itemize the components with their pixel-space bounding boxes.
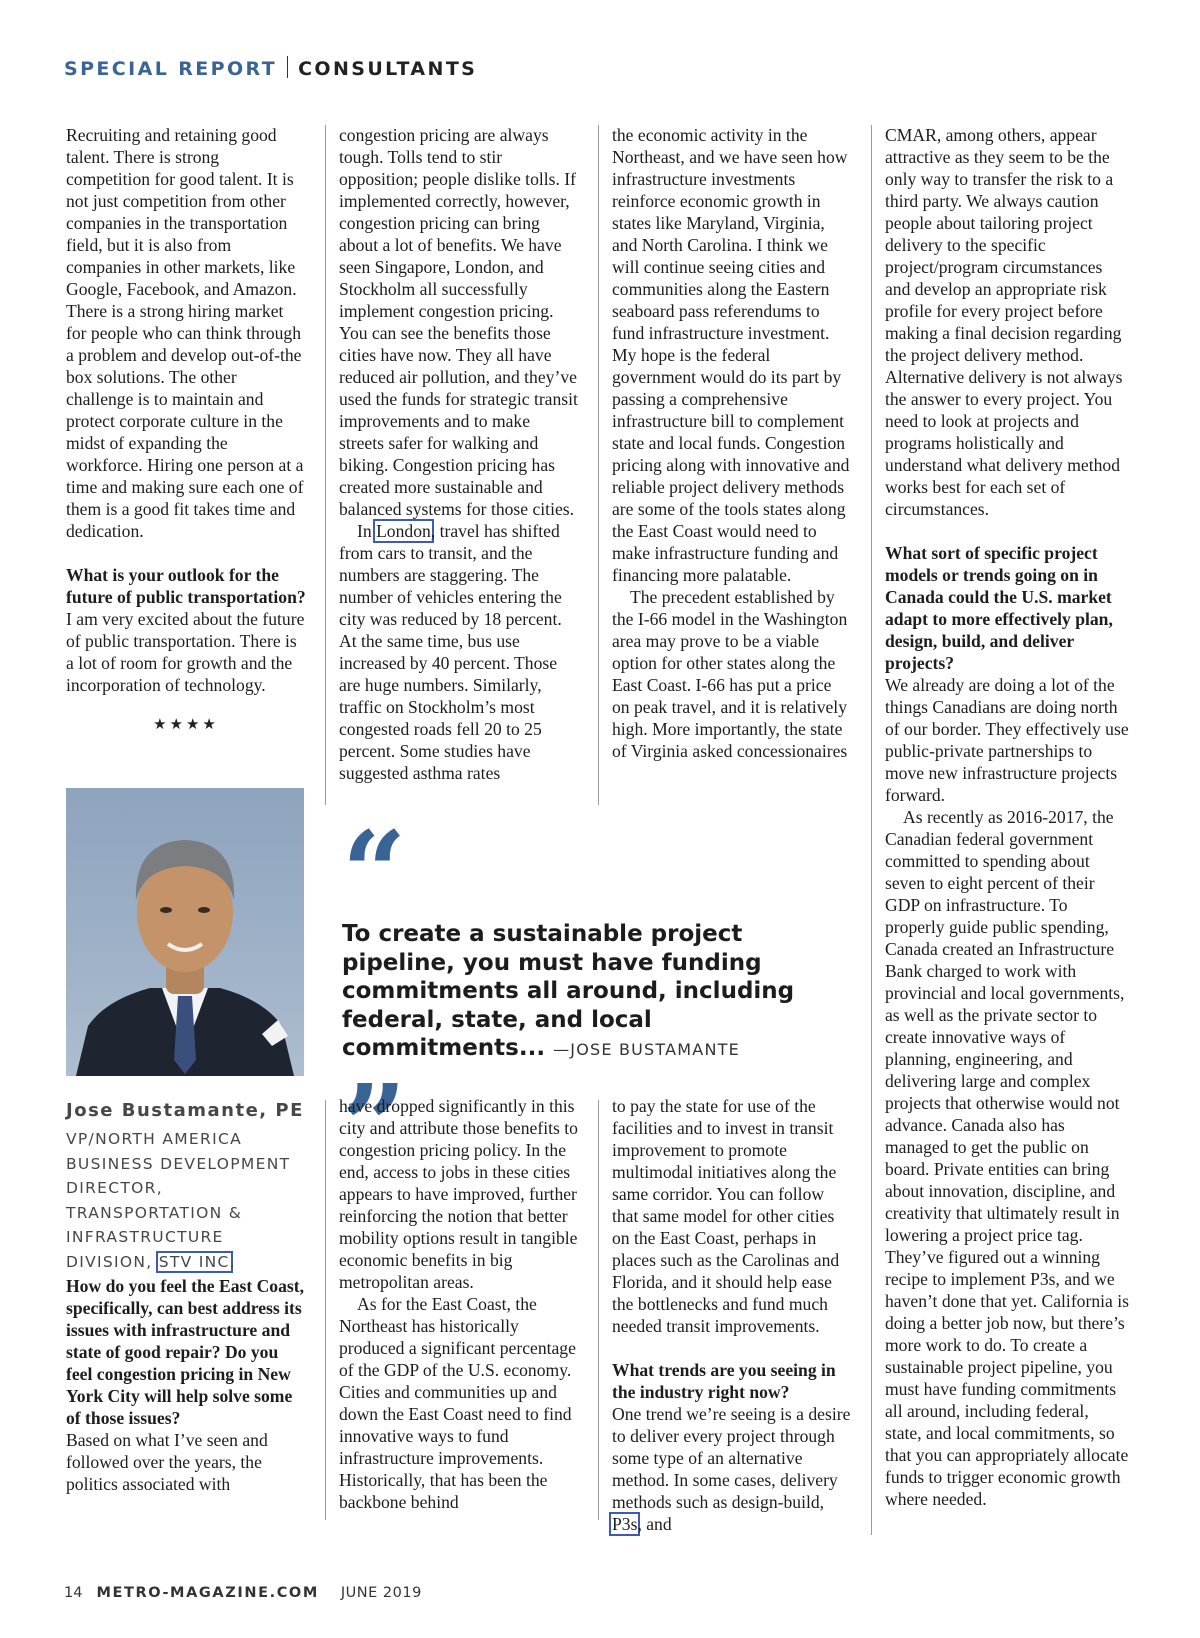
page-number: 14 <box>64 1585 83 1601</box>
paragraph: The precedent established by the I-66 model in the Washington area may prove to be a viable option for other states along the East Coast. I-66 has put a price on peak travel, and it is relatively high. More importantly, the state of Virginia asked concessionaires <box>612 587 848 761</box>
quote-attribution: —JOSE BUSTAMANTE <box>553 1040 740 1059</box>
article-column-2 <box>339 124 579 784</box>
topic-label: CONSULTANTS <box>298 58 478 80</box>
paragraph: Based on what I’ve seen and followed over the years, the politics associated with <box>66 1430 268 1494</box>
person-title <box>66 1127 316 1274</box>
column-rule <box>598 1100 599 1520</box>
paragraph: CMAR, among others, appear attractive as they seem to be the only way to transfer the risk to a third party. We always caution people about tailoring project delivery to the specific project/program circumstances and develop an appropriate risk profile for every project before making a final decision regarding the project delivery method. Alternative delivery is not always the answer to every project. You need to look at projects and programs holistically and understand what delivery method works best for each set of circumstances. <box>885 125 1123 519</box>
article-column-4 <box>885 124 1129 1510</box>
interview-question: What sort of specific project models or trends going on in Canada could the U.S. market adapt to more effectively plan, design, build, and deliver projects? <box>885 543 1113 673</box>
paragraph <box>612 1403 852 1535</box>
interview-question: What is your outlook for the future of public transportation? <box>66 565 306 607</box>
column-rule <box>871 125 872 1535</box>
company-link[interactable]: STV INC <box>156 1251 233 1273</box>
pull-quote-text <box>342 920 862 1065</box>
person-name: Jose Bustamante, PE <box>66 1100 304 1121</box>
portrait-photo <box>66 788 304 1076</box>
column-rule <box>325 1100 326 1520</box>
interview-question: How do you feel the East Coast, specifically, can best address its issues with infrastructure and state of good repair? Do you feel congestion pricing in New York City will help solve some of those issues? <box>66 1276 304 1428</box>
section-label: SPECIAL REPORT <box>64 58 278 80</box>
london-link[interactable]: London <box>373 519 434 543</box>
page-footer <box>64 1585 422 1601</box>
section-break-stars: ★★★★ <box>153 717 219 733</box>
paragraph: the economic activity in the Northeast, and we have seen how infrastructure investments reinforce economic growth in states like Maryland, Virginia, and North Carolina. I think we will continue seeing cities and communities along the Eastern seaboard pass referendums to fund infrastructure investment. My hope is the federal government would do its part by passing a comprehensive infrastructure bill to complement state and local funds. Congestion pricing along with innovative and reliable project delivery methods are some of the tools states along the East Coast would need to make infrastructure funding and financing more palatable. <box>612 125 850 585</box>
paragraph: congestion pricing are always tough. Tolls tend to stir opposition; people dislike tolls. If implemented correctly, however, congestion pricing can bring about a lot of benefits. We have seen Singapore, London, and Stockholm all successfully implement congestion pricing. You can see the benefits those cities have now. They all have reduced air pollution, and they’ve used the funds for strategic transit improvements and to make streets safer for walking and biking. Congestion pricing has created more sustainable and balanced systems for those cities. <box>339 125 578 519</box>
column-rule <box>325 125 326 805</box>
portrait-illustration <box>66 788 304 1076</box>
interview-question: What trends are you seeing in the industry right now? <box>612 1360 836 1402</box>
paragraph: I am very excited about the future of public transportation. There is a lot of room for growth and the incorporation of technology. <box>66 609 305 695</box>
open-quote-mark: “ <box>342 808 397 939</box>
text-run: , and <box>637 1514 672 1534</box>
paragraph <box>339 520 579 784</box>
paragraph: As for the East Coast, the Northeast has historically produced a significant percentage of the GDP of the U.S. economy. Cities and communities up and down the East Coast need to find innovative ways to fund infrastructure improvements. Historically, that has been the backbone behind <box>339 1294 576 1512</box>
paragraph: to pay the state for use of the facilities and to invest in transit improvement to promote multimodal initiatives along the same corridor. You can follow that same model for other cities on the East Coast, perhaps in places such as the Carolinas and Florida, and it should help ease the bottlenecks and fund much needed transit improvements. <box>612 1096 840 1336</box>
job-title: VP/NORTH AMERICA BUSINESS DEVELOPMENT DIRECTOR, TRANSPORTATION & INFRASTRUCTURE DIVISION, <box>66 1130 291 1271</box>
close-quote-mark: ” <box>342 1060 397 1192</box>
punctuation: . <box>229 1252 236 1271</box>
article-column-1-continued <box>66 1275 306 1495</box>
quote-body: To create a sustainable project pipeline, you must have funding commitments all around, including federal, state, and local commitments... <box>342 921 795 1061</box>
paragraph: We already are doing a lot of the things Canadians are doing north of our border. They effectively use public-private partnerships to move new infrastructure projects forward. <box>885 675 1129 805</box>
magazine-site: METRO-MAGAZINE.COM <box>96 1585 319 1601</box>
paragraph: Recruiting and retaining good talent. There is strong competition for good talent. It is not just competition from other companies in the transportation field, but it is also from companies in other markets, like Google, Facebook, and Amazon. There is a strong hiring market for people who can think through a problem and develop out-of-the box solutions. The other challenge is to maintain and protect corporate culture in the midst of expanding the workforce. Hiring one person at a time and making sure each one of them is a good fit takes time and dedication. <box>66 125 304 541</box>
column-rule <box>598 125 599 805</box>
article-column-3 <box>612 124 852 762</box>
article-column-1 <box>66 124 306 736</box>
article-column-3-continued <box>612 1095 852 1535</box>
issue-date: JUNE 2019 <box>340 1585 422 1601</box>
text-run: One trend we’re seeing is a desire to deliver every project through some type of an alternative method. In some cases, delivery methods such as design-build, <box>612 1404 851 1512</box>
header-divider <box>287 56 288 78</box>
text-run: , travel has shifted from cars to transit, and the numbers are staggering. The number of vehicles entering the city was reduced by 18 percent. At the same time, bus use increased by 40 percent. Those are huge numbers. Similarly, traffic on Stockholm’s most congested roads fell 20 to 25 percent. Some studies have suggested asthma rates <box>339 521 562 783</box>
text-run: In <box>357 521 377 541</box>
p3s-link[interactable]: P3s <box>609 1512 640 1536</box>
paragraph: As recently as 2016-2017, the Canadian federal government committed to spending about seven to eight percent of their GDP on infrastructure. To properly guide public spending, Canada created an Infrastructure Bank charged to work with provincial and local governments, as well as the private sector to create innovative ways of planning, engineering, and delivering large and complex projects that otherwise would not advance. Canada also has managed to get the public on board. Private entities can bring about innovation, discipline, and creativity that ultimately result in lowering a project price tag. They’ve figured out a winning recipe to implement P3s, and we haven’t done that yet. California is doing a better job now, but there’s more work to do. To create a sustainable project pipeline, you must have funding commitments all around, including federal, state, and local commitments, so that you can appropriately allocate funds to trigger economic growth where needed. <box>885 807 1129 1509</box>
section-header <box>64 56 477 80</box>
author-bio <box>66 1100 316 1274</box>
article-column-2-continued <box>339 1095 579 1513</box>
paragraph: have dropped significantly in this city and attribute those benefits to congestion pricing policy. In the end, access to jobs in these cities appears to have improved, further reinforcing the notion that better mobility options result in tangible economic benefits in big metropolitan areas. <box>339 1096 578 1292</box>
